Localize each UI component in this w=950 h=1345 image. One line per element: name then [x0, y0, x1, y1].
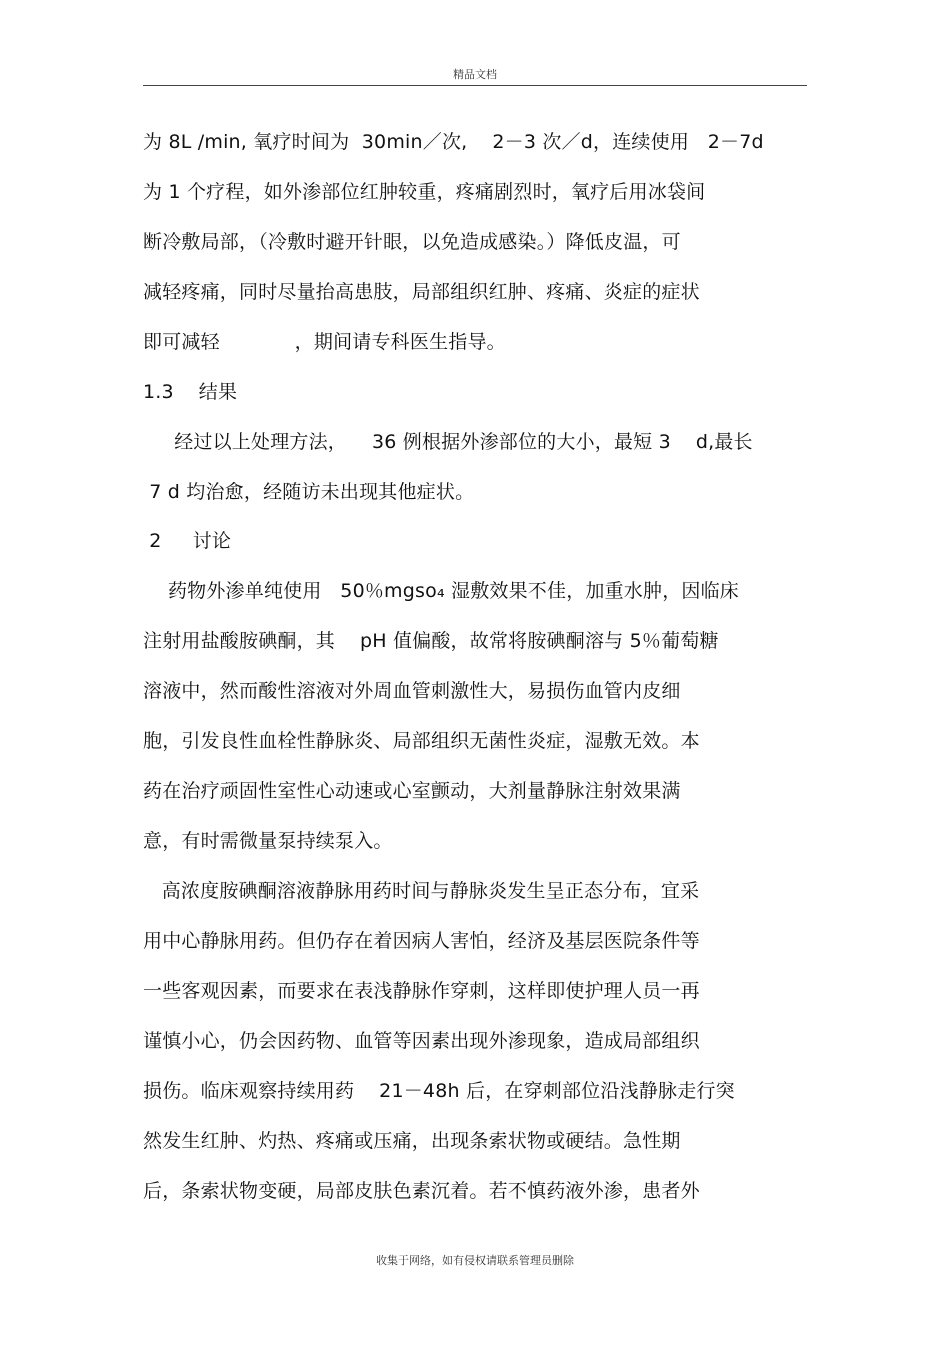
text-line: 7 d 均治愈，经随访未出现其他症状。: [143, 481, 475, 503]
text-line: 药在治疗顽固性室性心动速或心室颤动，大剂量静脉注射效果满: [143, 780, 681, 802]
text-line: 即可减轻 ，期间请专科医生指导。: [143, 331, 506, 353]
section-heading: 2 讨论: [143, 530, 232, 552]
text-line: 用中心静脉用药。但仍存在着因病人害怕，经济及基层医院条件等: [143, 930, 700, 952]
text-line: 胞，引发良性血栓性静脉炎、局部组织无菌性炎症，湿敷无效。本: [143, 730, 700, 752]
header-rule: [143, 85, 807, 86]
text-line: 减轻疼痛，同时尽量抬高患肢，局部组织红肿、疼痛、炎症的症状: [143, 281, 700, 303]
text-line: 断冷敷局部，（冷敷时避开针眼，以免造成感染。）降低皮温，可: [143, 231, 681, 253]
text-line: 损伤。临床观察持续用药 21－48h 后，在穿刺部位沿浅静脉走行突: [143, 1080, 735, 1102]
text-line: 一些客观因素，而要求在表浅静脉作穿刺，这样即使护理人员一再: [143, 980, 700, 1002]
page-footer: 收集于网络，如有侵权请联系管理员删除: [376, 1254, 574, 1267]
text-line: 经过以上处理方法， 36 例根据外渗部位的大小，最短 3 d,最长: [143, 431, 753, 453]
page-header: 精品文档: [453, 68, 497, 81]
text-line: 药物外渗单纯使用 50％mgso₄ 湿敷效果不佳，加重水肿，因临床: [143, 580, 740, 602]
text-line: 意，有时需微量泵持续泵入。: [143, 830, 393, 852]
text-line: 溶液中，然而酸性溶液对外周血管刺激性大，易损伤血管内皮细: [143, 680, 681, 702]
text-line: 注射用盐酸胺碘酮，其 pH 值偏酸，故常将胺碘酮溶与 5％葡萄糖: [143, 630, 719, 652]
text-line: 为 8L /min, 氧疗时间为 30min／次, 2－3 次／d，连续使用 2－7d: [143, 131, 764, 153]
text-line: 高浓度胺碘酮溶液静脉用药时间与静脉炎发生呈正态分布，宜采: [143, 880, 700, 902]
text-line: 谨慎小心，仍会因药物、血管等因素出现外渗现象，造成局部组织: [143, 1030, 700, 1052]
text-line: 后，条索状物变硬，局部皮肤色素沉着。若不慎药液外渗，患者外: [143, 1180, 700, 1202]
text-line: 为 1 个疗程，如外渗部位红肿较重，疼痛剧烈时，氧疗后用冰袋间: [143, 181, 706, 203]
text-line: 然发生红肿、灼热、疼痛或压痛，出现条索状物或硬结。急性期: [143, 1130, 681, 1152]
section-heading: 1.3 结果: [143, 381, 238, 403]
